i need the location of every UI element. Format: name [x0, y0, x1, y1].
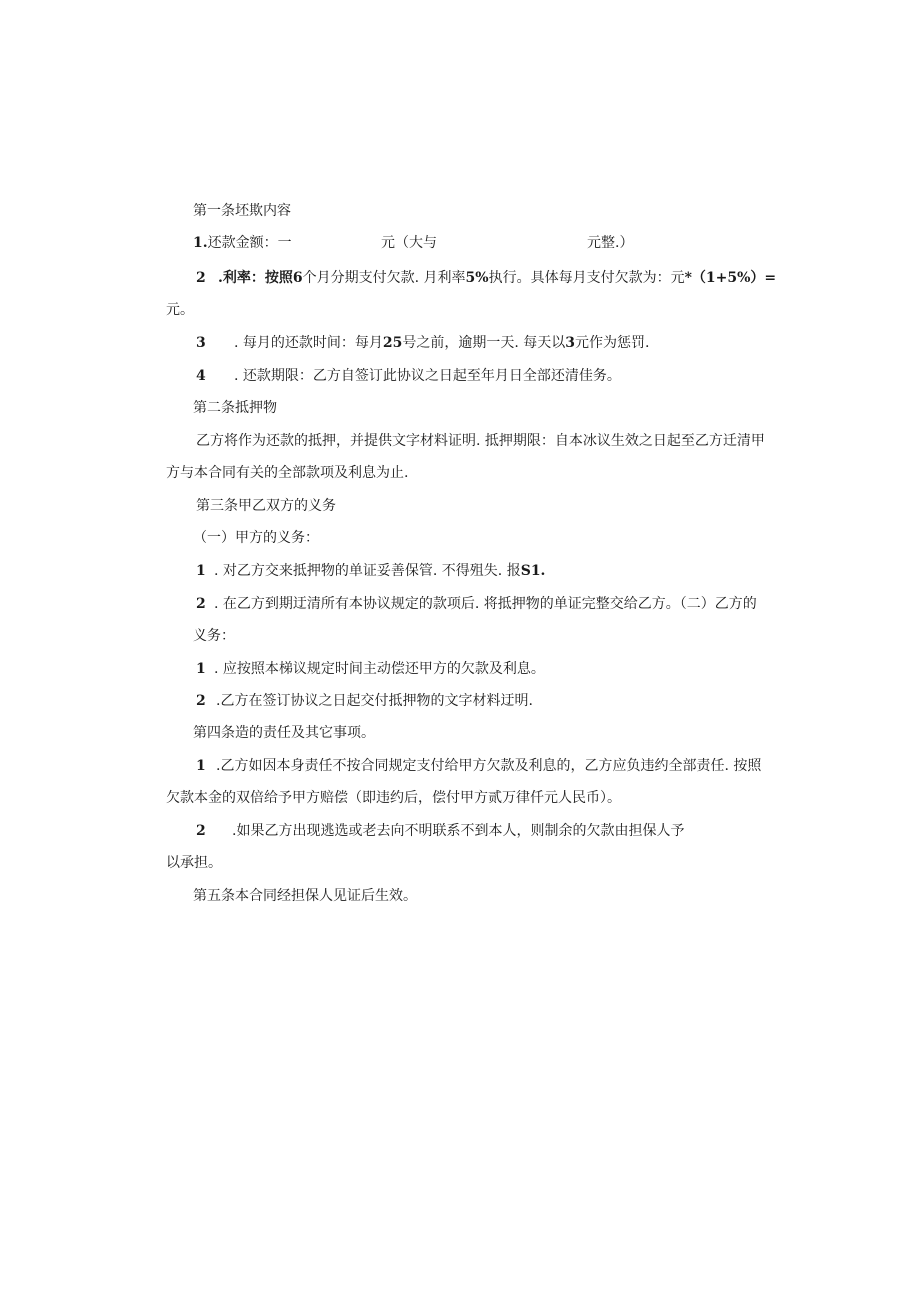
item-number: 2 [196, 693, 206, 709]
article4-item2: 2 .如果乙方出现逃选或老去向不明联系不到本人，则制余的欠款由担保人予 [196, 823, 685, 839]
article2-line1: 乙方将作为还款的抵押，并提供文字材料证明. 抵押期限：自本冰议生效之日起至乙方迁清甲 [196, 433, 765, 449]
article4-heading: 第四条造的责任及其它事项。 [193, 725, 375, 741]
amount-capital-label: 元（大与 [381, 235, 437, 251]
item-number: 1 [196, 661, 206, 677]
article1-item4: 4 . 还款期限：乙方自签订此协议之日起至年月日全部还清佳务。 [196, 368, 621, 384]
item-number: 3 [196, 335, 206, 351]
article1-item2: 2 .利率：按照6个月分期支付欠款. 月利率5%执行。具体每月支付欠款为：元*（1+5%）= [196, 270, 777, 286]
article5-heading: 第五条本合同经担保人见证后生效。 [193, 888, 417, 904]
article4-item2-cont: 以承担。 [166, 855, 222, 871]
article1-heading: 第一条坯欺内容 [193, 203, 291, 219]
article3-heading: 第三条甲乙双方的义务 [196, 498, 336, 514]
party-b-duties-heading: 义务： [193, 628, 235, 644]
article2-heading: 第二条抵押物 [193, 400, 277, 416]
item-number: 1 [196, 563, 206, 579]
party-a-duties-heading: （一）甲方的义务： [193, 530, 319, 546]
article1-item1 [193, 233, 292, 253]
article3-item1: 1 . 对乙方交来抵押物的单证妥善保管. 不得殂失. 报S1. [196, 563, 546, 579]
item-number: 4 [196, 368, 206, 384]
article1-item2-cont: 元。 [166, 302, 194, 318]
article3-item3: 1 . 应按照本梯议规定时间主动偿还甲方的欠款及利息。 [196, 661, 545, 677]
item-number: 2 [196, 823, 206, 839]
item-number: 1. [193, 235, 208, 251]
article4-item1-cont: 欠款本金的双倍给予甲方赔偿（即违约后，偿付甲方贰万律仟元人民币）。 [166, 790, 621, 806]
article3-item2: 2 . 在乙方到期迂清所有本协议规定的款项后. 将抵押物的单证完整交给乙方。（二）乙方的 [196, 596, 757, 612]
item-number: 2 [196, 596, 206, 612]
item-number: 2 [196, 270, 206, 286]
article2-line2: 方与本合同有关的全部款项及利息为止. [166, 465, 409, 481]
item-number: 1 [196, 758, 206, 774]
repayment-amount-label: 还款金额：一 [207, 235, 292, 251]
article4-item1: 1 .乙方如因本身责任不按合同规定支付给甲方欠款及利息的，乙方应负违约全部责任. 按照 [196, 758, 762, 774]
article1-item3: 3 . 每月的还款时间：每月25号之前，逾期一天. 每天以3元作为惩罚. [196, 335, 650, 351]
amount-unit-label: 元整.） [587, 235, 634, 251]
article3-item4: 2 .乙方在签订协议之日起交付抵押物的文字材料迂明. [196, 693, 533, 709]
